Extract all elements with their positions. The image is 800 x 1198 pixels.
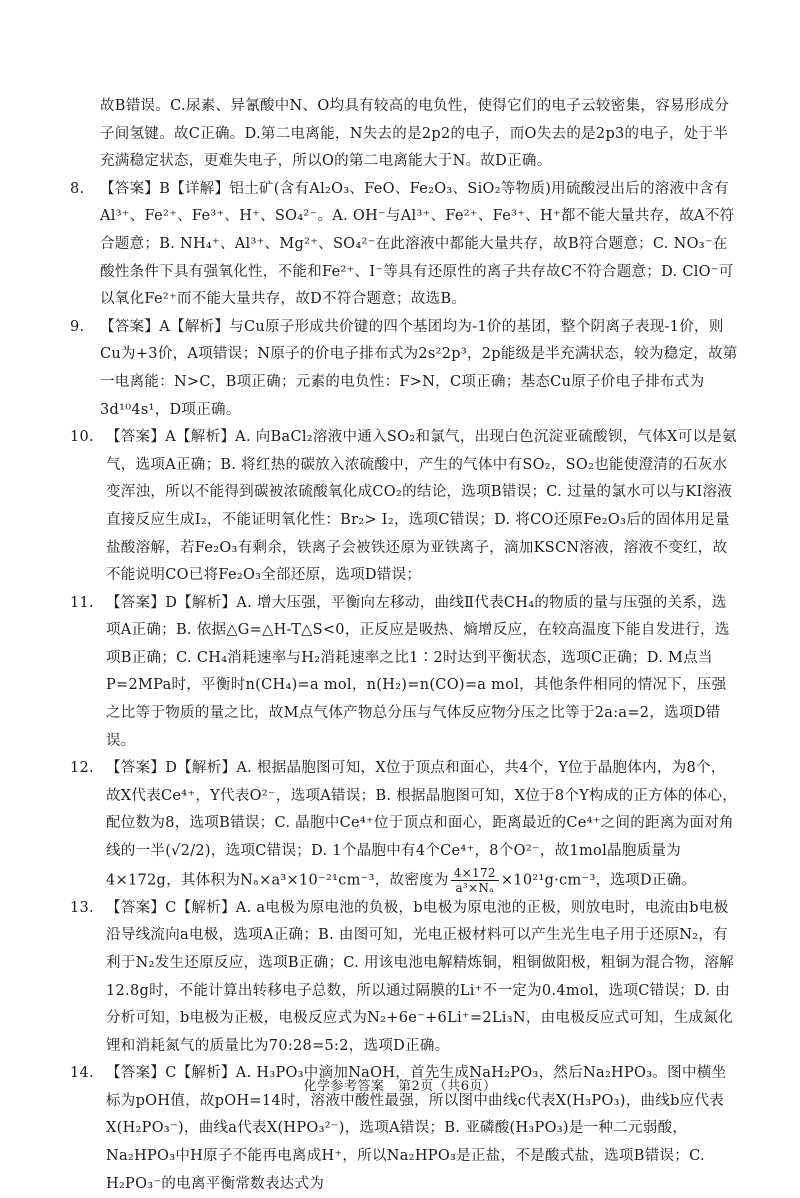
item-number: 12. [70,760,94,777]
answer-item-10 [70,424,738,590]
density-fraction [451,866,499,895]
answer-item-11 [70,590,738,756]
answer-item-8 [70,176,738,314]
answer-item-12 [70,755,738,894]
fraction-numerator: 4×172 [451,866,499,881]
item-text: 【答案】C【解析】A. a电极为原电池的负极，b电极为原电池的正极，则放电时，电流由b电极沿导线流向a电极，选项A正确；B. 由图可知，光电正极材料可以产生光生电子用于还原N₂，有利于N₂发生还原反应，选项B正确；C. 用该电池电解精炼铜，粗铜做阳极，粗铜为混合物，溶解12.8g时，不能计算出转移电子总数，所以通过隔膜的Li⁺不一定为0.4mol，选项C错误；D. 由分析可知，b电极为正极，电极反应式为N₂+6e⁻+6Li⁺=2Li₃N，由电极反应式可知，生成氮化锂和消耗氮气的质量比为70:28=5:2，选项D正确。 [106,899,734,1054]
page-footer: 化学参考答案 第2页（共6页） [303,1079,497,1094]
fraction-denominator: a³×Nₐ [455,880,495,895]
answer-content [70,93,738,1198]
item-text-part-b: ×10²¹g·cm⁻³，选项D正确。 [500,872,697,889]
item-number: 11. [70,594,94,611]
item-text-part-a: 【答案】D【解析】A. 根据晶胞图可知，X位于顶点和面心，共4个，Y位于晶胞体内，为8个，故X代表Ce⁴⁺，Y代表O²⁻，选项A错误；B. 根据晶胞图可知，X位于8个Y构成的正方体的体心，配位数为8，选项B错误；C. 晶胞中Ce⁴⁺位于顶点和面心，距离最近的Ce⁴⁺之间的距离为面对角线的一半(√2/2)，选项C错误；D. 1个晶胞中有4个Ce⁴⁺，8个O²⁻，故1mol晶胞质量为4×172g，其体积为Nₐ×a³×10⁻²¹cm⁻³，故密度为 [106,760,738,889]
item-number: 10. [70,429,94,446]
item-text [106,755,738,894]
item-text: 【答案】B【详解】铝土矿(含有Al₂O₃、FeO、Fe₂O₃、SiO₂等物质)用硫酸浸出后的溶液中含有Al³⁺、Fe²⁺、Fe³⁺、H⁺、SO₄²⁻。A. OH⁻与Al³⁺、Fe²⁺、Fe³⁺、H⁺都不能大量共存，故A不符合题意；B. NH₄⁺、Al³⁺、Mg²⁺、SO₄²⁻在此溶液中都能大量共存，故B符合题意；C. NO₃⁻在酸性条件下具有强氧化性，不能和Fe²⁺、I⁻等具有还原性的离子共存故C不符合题意；D. ClO⁻可以氧化Fe²⁺而不能大量共存，故D不符合题意；故选B。 [100,180,735,308]
answer-item-13 [70,895,738,1061]
item-number: 8. [70,180,85,197]
continued-paragraph: 故B错误。C.尿素、异氰酸中N、O均具有较高的电负性，使得它们的电子云较密集，容易形成分子间氢键。故C正确。D.第二电离能，N失去的是2p2的电子，而O失去的是2p3的电子，处于半充满稳定状态，更难失电子，所以O的第二电离能大于N。故D正确。 [100,98,730,170]
item-number: 14. [70,1065,94,1082]
answer-item-9 [70,314,738,424]
item-text: 【答案】A【解析】A. 向BaCl₂溶液中通入SO₂和氯气，出现白色沉淀亚硫酸钡，气体X可以是氨气，选项A正确；B. 将红热的碳放入浓硫酸中，产生的气体中有SO₂，SO₂也能使澄清的石灰水变浑浊，所以不能得到碳被浓硫酸氧化成CO₂的结论，选项B错误；C. 过量的氯水可以与KI溶液直接反应生成I₂，不能证明氧化性：Br₂> I₂，选项C错误；D. 将CO还原Fe₂O₃后的固体用足量盐酸溶解，若Fe₂O₃有剩余，铁离子会被铁还原为亚铁离子，滴加KSCN溶液，溶液不变红，故不能说明CO已将Fe₂O₃全部还原，选项D错误； [106,429,737,584]
item-text: 【答案】C【解析】A. H₃PO₃中滴加NaOH，首先生成NaH₂PO₃，然后Na₂HPO₃。图中横坐标为pOH值，故pOH=14时，溶液中酸性最强，所以图中曲线c代表X(H₃PO₃)，曲线b应代表X(H₂PO₃⁻)，曲线a代表X(HPO₃²⁻)，选项A错误；B. 亚磷酸(H₃PO₃)是一种二元弱酸，Na₂HPO₃中H原子不能再电离成H⁺，所以Na₂HPO₃是正盐，不是酸式盐，选项B错误；C. H₂PO₃⁻的电离平衡常数表达式为 [106,1065,727,1192]
item-number: 9. [70,318,85,335]
item-text: 【答案】D【解析】A. 增大压强，平衡向左移动，曲线Ⅱ代表CH₄的物质的量与压强的关系，选项A正确；B. 依据△G=△H-T△S<0，正反应是吸热、熵增反应，在较高温度下能自发进行，选项B正确；C. CH₄消耗速率与H₂消耗速率之比1∶2时达到平衡状态，选项C正确；D. M点当P=2MPa时，平衡时n(CH₄)=a mol，n(H₂)=n(CO)=a mol，其他条件相同的情况下，压强之比等于物质的量之比，故M点气体产物总分压与气体反应物分压之比等于2a:a=2，选项D错误。 [106,594,730,749]
item-number: 13. [70,899,94,916]
item-text: 【答案】A【解析】与Cu原子形成共价键的四个基团均为-1价的基团，整个阴离子表现-1价，则Cu为+3价，A项错误；N原子的价电子排布式为2s²2p³，2p能级是半充满状态，较为稳定，故第一电离能：N>C，B项正确；元素的电负性：F>N，C项正确；基态Cu原子价电子排布式为3d¹⁰4s¹，D项正确。 [100,318,738,418]
